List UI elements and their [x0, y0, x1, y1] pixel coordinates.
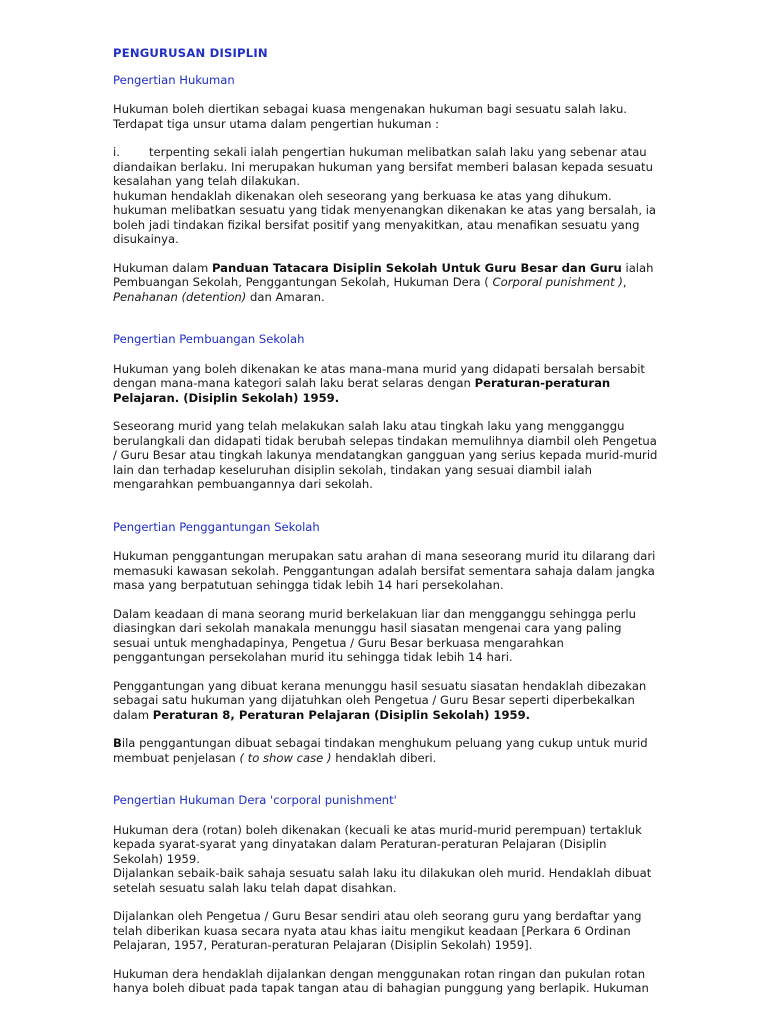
paragraph: Hukuman boleh diertikan sebagai kuasa mengenakan hukuman bagi sesuatu salah laku. Terdapat tiga unsur utama dalam pengertian hukuman : [113, 102, 627, 131]
paragraph: Dijalankan sebaik-baik sahaja sesuatu salah laku itu dilakukan oleh murid. Hendaklah dibuat setelah sesuatu salah laku telah dapat disahkan. [113, 866, 652, 895]
italic-text: Corporal punishment ) [492, 275, 623, 289]
list-marker: i. [113, 145, 120, 159]
text-run: , [622, 275, 627, 289]
document-content [113, 46, 658, 996]
text-run: Hukuman yang boleh dikenakan ke atas mana-mana murid yang didapati bersalah bersabit dengan mana-mana kategori salah laku berat selaras dengan [113, 361, 645, 390]
bold-text: Peraturan-peraturan Pelajaran. (Disiplin Sekolah) 1959. [113, 376, 611, 405]
paragraph: Seseorang murid yang telah melakukan salah laku atau tingkah laku yang mengganggu berulangkali dan didapati tidak berubah selepas tindakan memulihnya diambil oleh Pengetua / Guru Besar atau tingkah lakunya mendatangkan gangguan yang serius kepada murid-murid lain dan terhadap keseluruhan disiplin sekolah, tindakan yang sesuai diambil ialah mengarahkan pembuangannya dari sekolah. [113, 419, 658, 491]
list-item [113, 145, 658, 189]
heading-penggantungan-sekolah: Pengertian Penggantungan Sekolah [113, 519, 320, 534]
heading-hukuman-dera: Pengertian Hukuman Dera 'corporal punishment' [113, 793, 397, 807]
paragraph [113, 362, 658, 406]
paragraph [113, 679, 658, 723]
document-title: PENGURUSAN DISIPLIN [113, 46, 268, 60]
bold-initial: B [113, 736, 122, 750]
paragraph: Hukuman penggantungan merupakan satu arahan di mana seseorang murid itu dilarang dari memasuki kawasan sekolah. Penggantungan adalah bersifat sementara sahaja dalam jangka masa yang berpatutuan sehingga tidak lebih 14 hari persekolahan. [113, 549, 656, 592]
bold-text: Panduan Tatacara Disiplin Sekolah Untuk Guru Besar dan Guru [211, 260, 622, 275]
paragraph: Dijalankan oleh Pengetua / Guru Besar sendiri atau oleh seorang guru yang berdaftar yang telah diberikan kuasa secara nyata atau khas iaitu mengikut keadaan [Perkara 6 Ordinan Pelajaran, 1957, Peraturan-peraturan Pelajaran (Disiplin Sekolah) 1959]. [113, 909, 642, 952]
text-run: dan Amaran. [246, 289, 325, 304]
italic-text: Penahanan (detention) [113, 289, 247, 304]
text-run: ialah Pembuangan Sekolah, Penggantungan Sekolah, Hukuman Dera ( [113, 260, 654, 289]
paragraph: Hukuman dera (rotan) boleh dikenakan (kecuali ke atas murid-murid perempuan) tertakluk kepada syarat-syarat yang dinyatakan dalam Peraturan-peraturan Pelajaran (Disiplin Sekolah) 1959. [113, 822, 642, 866]
heading-pembuangan-sekolah: Pengertian Pembuangan Sekolah [113, 332, 305, 346]
list-item-text: terpenting sekali ialah pengertian hukuman melibatkan salah laku yang sebenar atau diandaikan berlaku. Ini merupakan hukuman yang bersifat memberi balasan kepada sesuatu kesalahan yang telah dilakukan. [113, 145, 653, 188]
text-run: Hukuman dalam [113, 260, 212, 275]
italic-text: ( to show case ) [239, 750, 332, 765]
paragraph [113, 736, 658, 765]
list-line: hukuman hendaklah dikenakan oleh seseorang yang berkuasa ke atas yang dihukum. [113, 188, 612, 203]
heading-pengertian-hukuman: Pengertian Hukuman [113, 72, 235, 87]
paragraph: Dalam keadaan di mana seorang murid berkelakuan liar dan mengganggu sehingga perlu diasingkan dari sekolah manakala menunggu hasil siasatan mengenai cara yang paling sesuai untuk menghadapinya, Pengetua / Guru Besar berkuasa mengarahkan penggantungan persekolahan murid itu sehingga tidak lebih 14 hari. [113, 606, 636, 664]
paragraph: Hukuman dera hendaklah dijalankan dengan menggunakan rotan ringan dan pukulan rotan hanya boleh dibuat pada tapak tangan atau di bahagian punggung yang berlapik. Hukuman [113, 966, 649, 995]
text-run: ila penggantungan dibuat sebagai tindakan menghukum peluang yang cukup untuk murid membuat penjelasan [113, 736, 648, 765]
bold-text: Peraturan 8, Peraturan Pelajaran (Disiplin Sekolah) 1959. [152, 707, 531, 722]
text-run: Penggantungan yang dibuat kerana menunggu hasil sesuatu siasatan hendaklah dibezakan sebagai satu hukuman yang dijatuhkan oleh Pengetua / Guru Besar seperti diperbekalkan dalam [113, 678, 647, 722]
text-run: hendaklah diberi. [331, 750, 437, 765]
paragraph [113, 261, 658, 305]
list-line: hukuman melibatkan sesuatu yang tidak menyenangkan dikenakan ke atas yang bersalah, ia boleh jadi tindakan fizikal bersifat positif yang menyakitkan, atau menafikan sesuatu yang disukainya. [113, 203, 657, 246]
